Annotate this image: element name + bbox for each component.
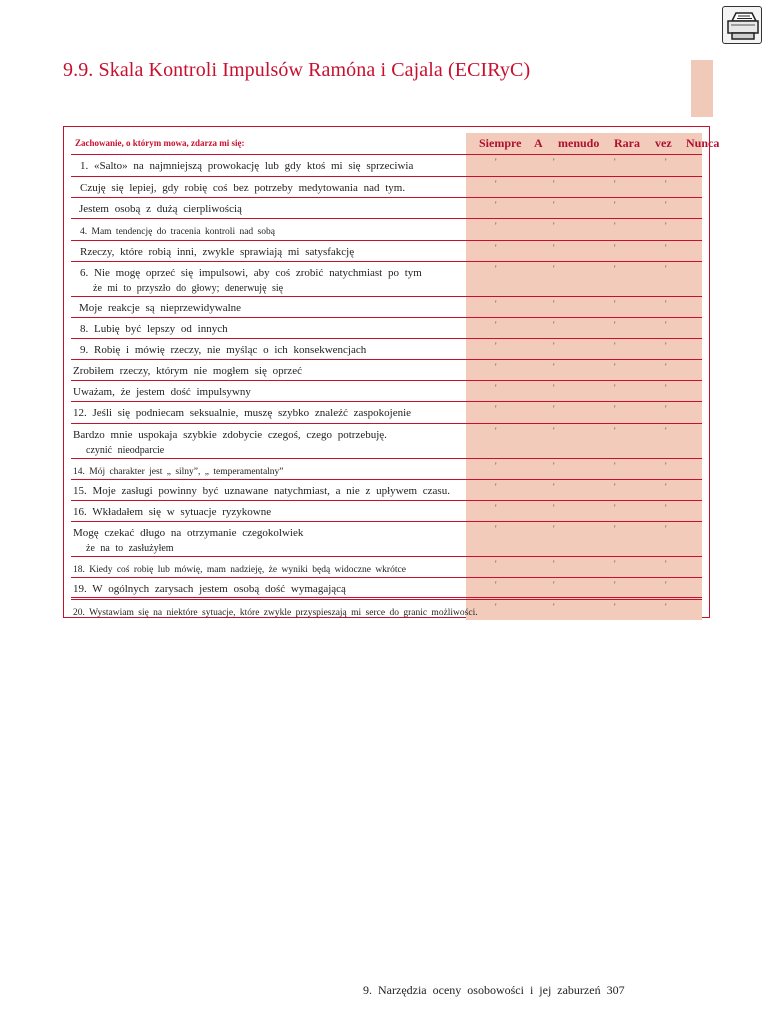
table-row <box>71 240 702 261</box>
item-text <box>73 384 463 400</box>
answer-option[interactable]: ' <box>665 503 667 513</box>
table-row <box>71 423 702 458</box>
answer-option[interactable]: ' <box>495 157 497 167</box>
item-text-line: 20. Wystawiam się na niektóre sytuacje, które zwykle przyspieszają mi serce do granic możliwości. <box>73 608 478 618</box>
answer-option[interactable]: ' <box>614 243 616 253</box>
answer-option[interactable]: ' <box>495 179 497 189</box>
answer-option[interactable]: ' <box>614 179 616 189</box>
item-text <box>73 427 463 459</box>
answer-option[interactable]: ' <box>553 524 555 534</box>
answer-option[interactable]: ' <box>665 559 667 569</box>
item-text-line: 8. Lubię być lepszy od innych <box>80 323 228 335</box>
answer-option[interactable]: ' <box>495 383 497 393</box>
answer-option[interactable]: ' <box>665 461 667 471</box>
column-header: vez <box>655 136 672 150</box>
answer-option[interactable]: ' <box>495 320 497 330</box>
answer-option[interactable]: ' <box>665 221 667 231</box>
item-text-line: 6. Nie mogę oprzeć się impulsowi, aby coś zrobić natychmiast po tym <box>80 267 422 279</box>
answer-option[interactable]: ' <box>665 320 667 330</box>
answer-option[interactable]: ' <box>665 602 667 612</box>
table-row <box>71 556 702 577</box>
table-row <box>71 317 702 338</box>
answer-option[interactable]: ' <box>553 559 555 569</box>
answer-option[interactable]: ' <box>553 320 555 330</box>
answer-option[interactable]: ' <box>665 580 667 590</box>
answer-option[interactable]: ' <box>553 503 555 513</box>
column-header: A <box>534 136 543 150</box>
item-text <box>73 504 463 520</box>
answer-option[interactable]: ' <box>614 341 616 351</box>
table-row <box>71 296 702 317</box>
answer-option[interactable]: ' <box>495 559 497 569</box>
answer-option[interactable]: ' <box>553 383 555 393</box>
print-button[interactable] <box>722 6 762 44</box>
answer-option[interactable]: ' <box>665 243 667 253</box>
item-text-line: Czuję się lepiej, gdy robię coś bez potrzeby medytowania nad tym. <box>80 182 406 194</box>
table-row <box>71 197 702 218</box>
item-text <box>80 244 470 260</box>
answer-option[interactable]: ' <box>614 482 616 492</box>
column-header: Rara <box>614 136 640 150</box>
answer-option[interactable]: ' <box>495 503 497 513</box>
table-row <box>71 359 702 380</box>
item-text <box>80 265 470 297</box>
table-bottom-rule <box>71 597 702 598</box>
table-row <box>71 458 702 479</box>
answer-option[interactable]: ' <box>665 299 667 309</box>
item-text <box>73 525 463 557</box>
answer-option[interactable]: ' <box>614 221 616 231</box>
column-header: Siempre <box>479 136 522 150</box>
item-text <box>80 342 470 358</box>
item-text-line: że na to zasłużyłem <box>86 543 174 554</box>
answer-option[interactable]: ' <box>553 461 555 471</box>
table-row <box>71 218 702 240</box>
table-header <box>71 133 720 154</box>
answer-option[interactable]: ' <box>614 503 616 513</box>
answer-option[interactable]: ' <box>665 200 667 210</box>
table-row <box>71 521 702 556</box>
answer-option[interactable]: ' <box>614 580 616 590</box>
answer-option[interactable]: ' <box>495 404 497 414</box>
column-header: menudo <box>558 136 600 150</box>
item-text-line: Moje reakcje są nieprzewidywalne <box>79 302 242 314</box>
item-text-line: czynić nieodparcie <box>86 445 165 456</box>
item-text-line: Uważam, że jestem dość impulsywny <box>73 386 251 398</box>
answer-option[interactable]: ' <box>495 200 497 210</box>
item-text-line: 19. W ogólnych zarysach jestem osobą dość wymagającą <box>73 583 346 595</box>
answer-option[interactable]: ' <box>495 221 497 231</box>
item-text-line: 12. Jeśli się podniecam seksualnie, muszę szybko znaleźć zaspokojenie <box>73 407 412 419</box>
item-text-line: Rzeczy, które robią inni, zwykle sprawiają mi satysfakcję <box>80 246 355 258</box>
table-row <box>71 176 702 197</box>
section-title: 9.9. Skala Kontroli Impulsów Ramóna i Cajala (ECIRyC) <box>63 59 531 81</box>
answer-option[interactable]: ' <box>553 482 555 492</box>
answer-option[interactable]: ' <box>553 362 555 372</box>
answer-option[interactable]: ' <box>553 221 555 231</box>
behaviour-label: Zachowanie, o którym mowa, zdarza mi się: <box>75 138 245 148</box>
answer-option[interactable]: ' <box>553 157 555 167</box>
answer-option[interactable]: ' <box>495 243 497 253</box>
item-text <box>73 483 463 499</box>
answer-option[interactable]: ' <box>665 264 667 274</box>
answer-option[interactable]: ' <box>553 426 555 436</box>
answer-option[interactable]: ' <box>665 524 667 534</box>
answer-option[interactable]: ' <box>614 426 616 436</box>
item-text <box>73 562 463 578</box>
page-footer: 9. Narzędzia oceny osobowości i jej zaburzeń 307 <box>363 983 625 997</box>
item-text-line: 1. «Salto» na najmniejszą prowokację lub gdy ktoś mi się sprzeciwia <box>80 160 414 172</box>
item-text-line: że mi to przyszło do głowy; denerwuję się <box>93 283 284 294</box>
answer-option[interactable]: ' <box>553 602 555 612</box>
item-text-line: 16. Wkładałem się w sytuacje ryzykowne <box>73 506 272 518</box>
item-text-line: 4. Mam tendencję do tracenia kontroli nad sobą <box>80 227 275 237</box>
table-row <box>71 577 702 599</box>
answer-option[interactable]: ' <box>553 299 555 309</box>
item-text-line: 9. Robię i mówię rzeczy, nie myśląc o ich konsekwencjach <box>80 344 367 356</box>
answer-option[interactable]: ' <box>553 243 555 253</box>
answer-option[interactable]: ' <box>614 362 616 372</box>
answer-option[interactable]: ' <box>665 179 667 189</box>
answer-option[interactable]: ' <box>553 264 555 274</box>
answer-option[interactable]: ' <box>495 341 497 351</box>
answer-option[interactable]: ' <box>495 461 497 471</box>
table-row <box>71 479 702 500</box>
answer-option[interactable]: ' <box>665 362 667 372</box>
item-text-line: Zrobiłem rzeczy, którym nie mogłem się oprzeć <box>73 365 302 377</box>
answer-option[interactable]: ' <box>614 264 616 274</box>
answer-option[interactable]: ' <box>614 200 616 210</box>
table-row <box>71 599 702 620</box>
item-text-line: Bardzo mnie uspokaja szybkie zdobycie czegoś, czego potrzebuję. <box>73 429 387 441</box>
answer-option[interactable]: ' <box>614 461 616 471</box>
item-text-line: Mogę czekać długo na otrzymanie czegokolwiek <box>73 527 304 539</box>
item-text <box>80 224 470 240</box>
item-text <box>73 464 463 480</box>
table-row <box>71 500 702 521</box>
item-text-line: 14. Mój charakter jest „ silny”, „ temperamentalny” <box>73 467 284 477</box>
answer-option[interactable]: ' <box>495 524 497 534</box>
answer-option[interactable]: ' <box>614 299 616 309</box>
answer-option[interactable]: ' <box>495 602 497 612</box>
questionnaire-items <box>71 154 702 620</box>
item-text <box>73 581 463 597</box>
item-text <box>79 300 469 316</box>
item-text-line: 18. Kiedy coś robię lub mówię, mam nadzieję, że wyniki będą widoczne wkrótce <box>73 565 406 575</box>
answer-option[interactable]: ' <box>614 320 616 330</box>
answer-option[interactable]: ' <box>553 179 555 189</box>
answer-option[interactable]: ' <box>495 580 497 590</box>
title-accent-bar <box>691 60 713 117</box>
answer-option[interactable]: ' <box>614 383 616 393</box>
answer-option[interactable]: ' <box>665 404 667 414</box>
answer-option[interactable]: ' <box>553 404 555 414</box>
answer-option[interactable]: ' <box>553 200 555 210</box>
table-row <box>71 261 702 296</box>
item-text-line: 15. Moje zasługi powinny być uznawane natychmiast, a nie z upływem czasu. <box>73 485 450 497</box>
answer-option[interactable]: ' <box>614 559 616 569</box>
item-text <box>80 158 470 174</box>
table-row <box>71 338 702 359</box>
answer-option[interactable]: ' <box>614 404 616 414</box>
item-text <box>80 180 470 196</box>
answer-option[interactable]: ' <box>495 264 497 274</box>
answer-option[interactable]: ' <box>665 157 667 167</box>
answer-option[interactable]: ' <box>614 602 616 612</box>
answer-option[interactable]: ' <box>495 482 497 492</box>
answer-option[interactable]: ' <box>614 524 616 534</box>
table-row <box>71 401 702 423</box>
table-row <box>71 380 702 401</box>
answer-option[interactable]: ' <box>665 341 667 351</box>
item-text <box>73 605 478 621</box>
answer-option[interactable]: ' <box>665 383 667 393</box>
answer-option[interactable]: ' <box>553 580 555 590</box>
printer-icon <box>723 7 763 45</box>
column-header: Nunca <box>686 136 720 150</box>
answer-option[interactable]: ' <box>553 341 555 351</box>
answer-option[interactable]: ' <box>665 482 667 492</box>
answer-option[interactable]: ' <box>665 426 667 436</box>
item-text <box>73 363 463 379</box>
answer-option[interactable]: ' <box>495 426 497 436</box>
item-text <box>80 321 470 337</box>
item-text <box>73 405 463 421</box>
answer-option[interactable]: ' <box>495 299 497 309</box>
item-text <box>79 201 469 217</box>
answer-option[interactable]: ' <box>495 362 497 372</box>
table-row <box>71 154 702 176</box>
answer-option[interactable]: ' <box>614 157 616 167</box>
item-text-line: Jestem osobą z dużą cierpliwością <box>79 203 242 215</box>
